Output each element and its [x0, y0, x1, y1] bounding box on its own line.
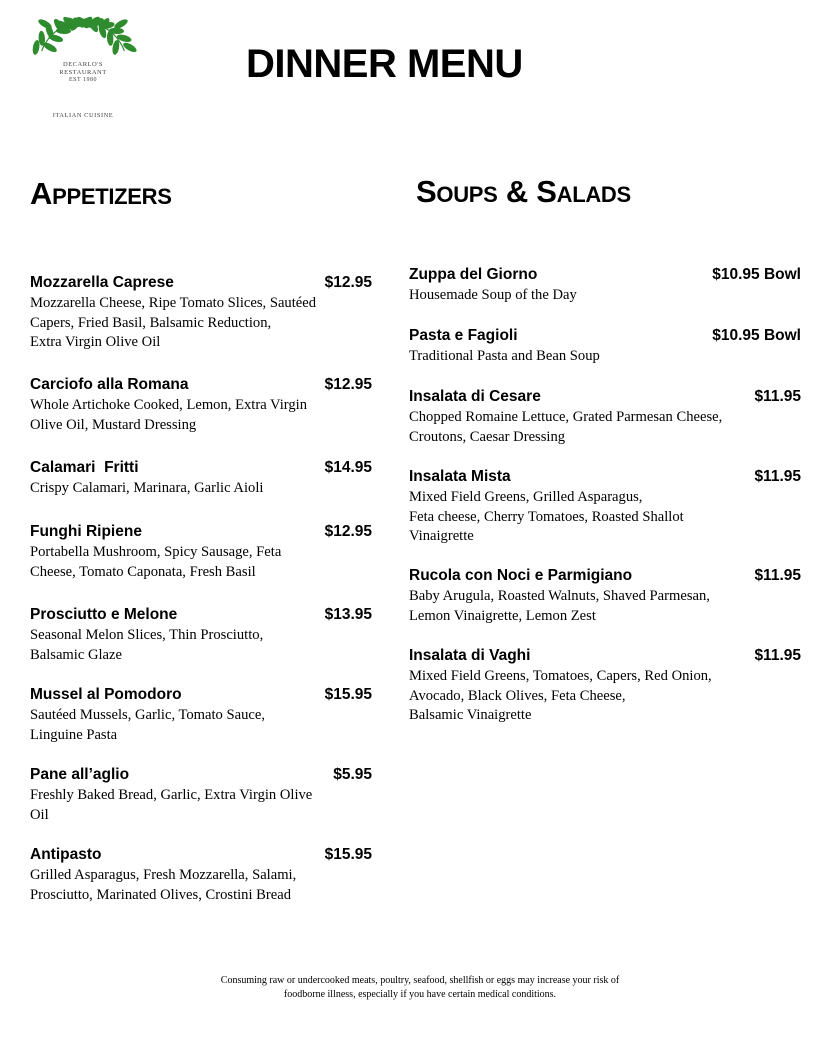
menu-item-description	[409, 667, 801, 726]
description-line: Traditional Pasta and Bean Soup	[409, 348, 600, 364]
menu-item-name: Funghi Ripiene	[30, 523, 142, 540]
description-line: Chopped Romaine Lettuce, Grated Parmesan Cheese,	[409, 409, 723, 425]
description-line: Vinaigrette	[409, 528, 474, 544]
description-line: Prosciutto, Marinated Olives, Crostini Bread	[30, 886, 292, 903]
menu-item-price: $14.95	[324, 459, 372, 476]
description-line: Lemon Vinaigrette, Lemon Zest	[409, 607, 596, 624]
page-title: DINNER MENU	[246, 42, 523, 86]
menu-item-name: Carciofo alla Romana	[30, 376, 189, 393]
menu-item-description	[409, 587, 801, 626]
menu-item-description	[409, 408, 801, 447]
menu-item-name: Pane all’aglio	[30, 766, 130, 783]
description-line: Balsamic Vinaigrette	[409, 707, 532, 723]
description-line: Housemade Soup of the Day	[409, 287, 577, 303]
restaurant-logo	[18, 16, 148, 124]
menu-item-price: $12.95	[324, 523, 372, 540]
menu-item-description	[30, 866, 372, 905]
description-line: Avocado, Black Olives, Feta Cheese,	[409, 687, 626, 704]
menu-item-price: $11.95	[754, 468, 801, 485]
menu-item-price: $5.95	[333, 766, 372, 783]
soups-salads-heading: Soups & Salads	[416, 174, 631, 209]
description-line: Crispy Calamari, Marinara, Garlic Aioli	[30, 480, 264, 496]
food-safety-disclaimer	[150, 974, 690, 1002]
menu-item-description	[30, 479, 372, 499]
menu-item-name: Mozzarella Caprese	[30, 274, 174, 291]
menu-item-header	[30, 605, 372, 625]
menu-item-price: $11.95	[754, 647, 801, 664]
menu-item-header	[30, 458, 372, 478]
description-line: Freshly Baked Bread, Garlic, Extra Virgin Olive	[30, 787, 313, 803]
description-line: Capers, Fried Basil, Balsamic Reduction,	[30, 314, 272, 331]
menu-item-description	[30, 786, 372, 825]
menu-item	[409, 646, 801, 726]
menu-item	[30, 605, 372, 665]
disclaimer-line: foodborne illness, especially if you have certain medical conditions.	[283, 989, 557, 1000]
description-line: Cheese, Tomato Caponata, Fresh Basil	[30, 563, 256, 580]
menu-item-name: Insalata di Cesare	[409, 388, 541, 405]
menu-item-price: $12.95	[324, 274, 372, 291]
menu-item-header	[409, 265, 801, 285]
menu-item	[409, 387, 801, 447]
description-line: Oil	[30, 806, 49, 823]
menu-item-name: Mussel al Pomodoro	[30, 686, 182, 703]
menu-item-header	[30, 273, 372, 293]
menu-item-price: $11.95	[754, 567, 801, 584]
menu-item	[30, 458, 372, 499]
description-line: Mixed Field Greens, Grilled Asparagus,	[409, 489, 643, 505]
description-line: Mixed Field Greens, Tomatoes, Capers, Red Onion,	[409, 668, 712, 684]
menu-item	[409, 467, 801, 547]
menu-item-name: Zuppa del Giorno	[409, 266, 538, 283]
menu-item-description	[30, 543, 372, 582]
menu-item-header	[30, 522, 372, 542]
menu-item-header	[30, 845, 372, 865]
description-line: Balsamic Glaze	[30, 646, 122, 663]
menu-item-name: Antipasto	[30, 846, 102, 863]
logo-restaurant-line: RESTAURANT	[59, 69, 107, 76]
menu-item-name: Prosciutto e Melone	[30, 606, 178, 623]
menu-item-price: $12.95	[324, 376, 372, 393]
menu-item	[30, 273, 372, 353]
menu-item	[30, 375, 372, 435]
description-line: Linguine Pasta	[30, 726, 118, 743]
description-line: Sautéed Mussels, Garlic, Tomato Sauce,	[30, 707, 265, 723]
menu-item	[409, 566, 801, 626]
menu-item-price: $10.95 Bowl	[712, 266, 801, 283]
menu-item-header	[30, 685, 372, 705]
menu-item-price: $15.95	[324, 686, 372, 703]
logo-subtitle: ITALIAN CUISINE	[52, 112, 114, 119]
menu-item-description	[30, 706, 372, 745]
menu-item	[409, 326, 801, 367]
menu-item-description	[409, 347, 801, 367]
menu-item-price: $13.95	[324, 606, 372, 623]
menu-item-header	[409, 326, 801, 346]
disclaimer-line: Consuming raw or undercooked meats, poultry, seafood, shellfish or eggs may increase your risk of	[220, 975, 620, 986]
menu-item-description	[409, 488, 801, 547]
menu-item-header	[30, 375, 372, 395]
logo-established-line: EST 1980	[68, 77, 98, 83]
menu-item-description	[30, 396, 372, 435]
description-line: Croutons, Caesar Dressing	[409, 428, 566, 445]
description-line: Grilled Asparagus, Fresh Mozzarella, Salami,	[30, 867, 297, 883]
description-line: Baby Arugula, Roasted Walnuts, Shaved Parmesan,	[409, 588, 710, 604]
description-line: Feta cheese, Cherry Tomatoes, Roasted Shallot	[409, 508, 684, 525]
menu-item-description	[409, 286, 801, 306]
menu-item	[30, 522, 372, 582]
menu-item-header	[409, 566, 801, 586]
menu-item-description	[30, 294, 372, 353]
menu-item	[30, 765, 372, 825]
description-line: Portabella Mushroom, Spicy Sausage, Feta	[30, 544, 282, 560]
laurel-leaf	[122, 41, 138, 54]
appetizers-heading: Appetizers	[30, 176, 172, 211]
description-line: Extra Virgin Olive Oil	[30, 334, 161, 350]
menu-item	[409, 265, 801, 306]
menu-item-name: Calamari Fritti	[30, 459, 139, 476]
menu-item-name: Pasta e Fagioli	[409, 327, 518, 344]
menu-item-header	[409, 646, 801, 666]
menu-item-price: $15.95	[324, 846, 372, 863]
description-line: Mozzarella Cheese, Ripe Tomato Slices, Sautéed	[30, 295, 317, 311]
menu-item-description	[30, 626, 372, 665]
menu-item-header	[409, 467, 801, 487]
menu-item-name: Insalata di Vaghi	[409, 647, 531, 664]
menu-item	[30, 845, 372, 905]
menu-item-price: $11.95	[754, 388, 801, 405]
menu-item	[30, 685, 372, 745]
menu-item-name: Rucola con Noci e Parmigiano	[409, 567, 633, 584]
menu-item-header	[30, 765, 372, 785]
description-line: Seasonal Melon Slices, Thin Prosciutto,	[30, 627, 264, 643]
menu-item-name: Insalata Mista	[409, 468, 511, 485]
menu-item-header	[409, 387, 801, 407]
description-line: Whole Artichoke Cooked, Lemon, Extra Virgin	[30, 397, 308, 413]
menu-item-price: $10.95 Bowl	[712, 327, 801, 344]
logo-name-line: DECARLO'S	[63, 61, 103, 68]
description-line: Olive Oil, Mustard Dressing	[30, 416, 197, 433]
